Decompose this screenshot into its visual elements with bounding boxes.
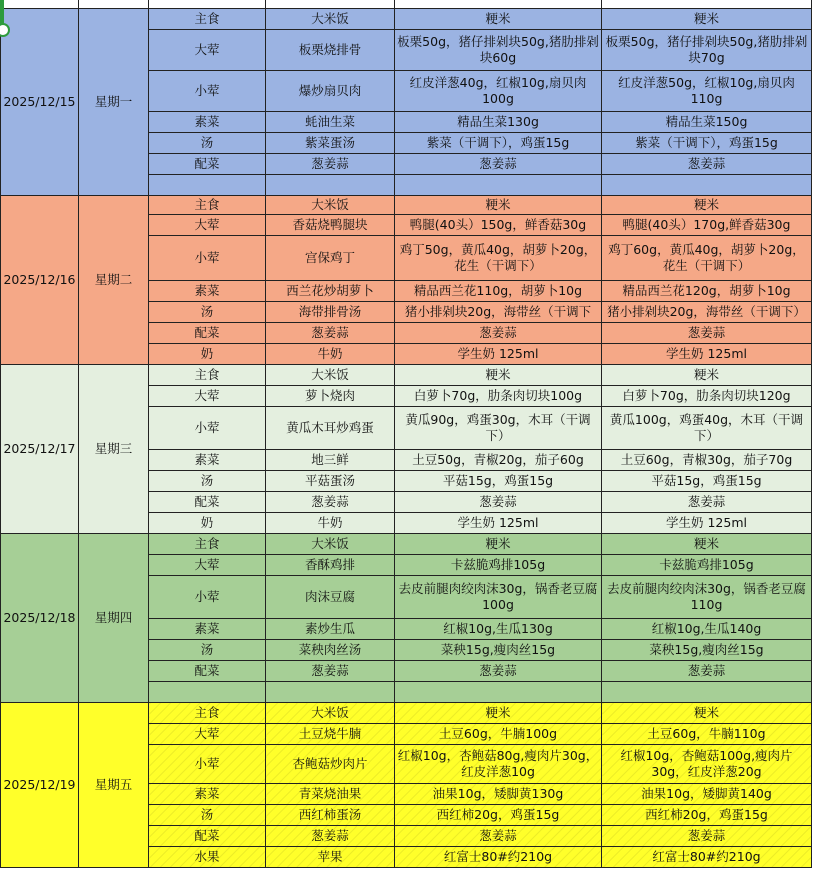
ingredients-cell-b[interactable]: 红皮洋葱50g，红椒10g,扇贝肉110g — [602, 71, 812, 112]
ingredients-cell-a[interactable]: 红富士80#约210g — [395, 847, 602, 868]
header-cell — [395, 0, 602, 9]
header-cell — [602, 0, 812, 9]
ingredients-cell-a[interactable]: 粳米 — [395, 9, 602, 30]
ingredients-cell-a[interactable]: 板栗50g，猪仔排剁块50g,猪肋排剁块60g — [395, 30, 602, 71]
dish-cell[interactable]: 地三鲜 — [266, 450, 395, 471]
category-cell[interactable]: 主食 — [149, 703, 266, 724]
dish-cell[interactable]: 板栗烧排骨 — [266, 30, 395, 71]
date-cell[interactable]: 2025/12/17 — [1, 365, 79, 534]
category-cell[interactable]: 素菜 — [149, 281, 266, 302]
dish-cell[interactable] — [266, 682, 395, 703]
ingredients-cell-a[interactable]: 红皮洋葱40g，红椒10g,扇贝肉100g — [395, 71, 602, 112]
ingredients-cell-b[interactable]: 白萝卜70g，肋条肉切块120g — [602, 386, 812, 407]
weekday-cell[interactable]: 星期四 — [79, 534, 149, 703]
ingredients-cell-b[interactable]: 紫菜（干调下），鸡蛋15g — [602, 133, 812, 154]
ingredients-cell-b[interactable]: 葱姜蒜 — [602, 323, 812, 344]
category-cell[interactable]: 大荤 — [149, 555, 266, 576]
ingredients-cell-b[interactable]: 卡兹脆鸡排105g — [602, 555, 812, 576]
ingredients-cell-a[interactable]: 鸭腿(40头）150g，鲜香菇30g — [395, 215, 602, 236]
category-cell[interactable] — [149, 682, 266, 703]
ingredients-cell-b[interactable]: 学生奶 125ml — [602, 513, 812, 534]
ingredients-cell-a[interactable]: 葱姜蒜 — [395, 492, 602, 513]
ingredients-cell-b[interactable]: 粳米 — [602, 196, 812, 215]
ingredients-cell-b[interactable]: 西红柿20g，鸡蛋15g — [602, 805, 812, 826]
category-cell[interactable]: 小荤 — [149, 745, 266, 784]
category-cell[interactable]: 素菜 — [149, 619, 266, 640]
category-cell[interactable] — [149, 175, 266, 196]
dish-cell[interactable]: 大米饭 — [266, 9, 395, 30]
ingredients-cell-b[interactable]: 黄瓜100g，鸡蛋40g，木耳（干调下） — [602, 407, 812, 450]
header-cell — [79, 0, 149, 9]
dish-cell[interactable]: 肉沫豆腐 — [266, 576, 395, 619]
ingredients-cell-b[interactable]: 土豆60g，青椒30g，茄子70g — [602, 450, 812, 471]
category-cell[interactable]: 大荤 — [149, 215, 266, 236]
dish-cell[interactable]: 西兰花炒胡萝卜 — [266, 281, 395, 302]
ingredients-cell-b[interactable]: 鸭腿(40头）170g,鲜香菇30g — [602, 215, 812, 236]
ingredients-cell-a[interactable]: 去皮前腿肉绞肉沫30g，锅香老豆腐100g — [395, 576, 602, 619]
date-cell[interactable]: 2025/12/15 — [1, 9, 79, 196]
category-cell[interactable]: 配菜 — [149, 826, 266, 847]
menu-row — [1, 534, 812, 555]
category-cell[interactable]: 汤 — [149, 805, 266, 826]
ingredients-cell-b[interactable]: 去皮前腿肉绞肉沫30g，锅香老豆腐110g — [602, 576, 812, 619]
ingredients-cell-b[interactable]: 鸡丁60g，黄瓜40g，胡萝卜20g，花生（干调下） — [602, 236, 812, 281]
category-cell[interactable]: 汤 — [149, 640, 266, 661]
ingredients-cell-b[interactable]: 粳米 — [602, 365, 812, 386]
category-cell[interactable]: 主食 — [149, 534, 266, 555]
ingredients-cell-b[interactable]: 板栗50g，猪仔排剁块50g,猪肋排剁块70g — [602, 30, 812, 71]
category-cell[interactable]: 汤 — [149, 133, 266, 154]
dish-cell[interactable]: 青菜烧油果 — [266, 784, 395, 805]
ingredients-cell-a[interactable]: 粳米 — [395, 534, 602, 555]
weekday-cell[interactable]: 星期三 — [79, 365, 149, 534]
ingredients-cell-a[interactable]: 葱姜蒜 — [395, 661, 602, 682]
ingredients-cell-b[interactable]: 平菇15g，鸡蛋15g — [602, 471, 812, 492]
ingredients-cell-b[interactable]: 葱姜蒜 — [602, 154, 812, 175]
category-cell[interactable]: 大荤 — [149, 386, 266, 407]
ingredients-cell-a[interactable]: 粳米 — [395, 196, 602, 215]
ingredients-cell-b[interactable]: 猪小排剁块20g，海带丝（干调下） — [602, 302, 812, 323]
ingredients-cell-b[interactable]: 精品生菜150g — [602, 112, 812, 133]
dish-cell[interactable]: 萝卜烧肉 — [266, 386, 395, 407]
ingredients-cell-b[interactable]: 油果10g，矮脚黄140g — [602, 784, 812, 805]
ingredients-cell-a[interactable]: 葱姜蒜 — [395, 826, 602, 847]
category-cell[interactable]: 配菜 — [149, 323, 266, 344]
dish-cell[interactable]: 宫保鸡丁 — [266, 236, 395, 281]
ingredients-cell-a[interactable]: 紫菜（干调下），鸡蛋15g — [395, 133, 602, 154]
dish-cell[interactable]: 苹果 — [266, 847, 395, 868]
dish-cell[interactable]: 平菇蛋汤 — [266, 471, 395, 492]
category-cell[interactable]: 配菜 — [149, 661, 266, 682]
dish-cell[interactable]: 葱姜蒜 — [266, 661, 395, 682]
dish-cell[interactable]: 葱姜蒜 — [266, 826, 395, 847]
dish-cell[interactable]: 大米饭 — [266, 365, 395, 386]
ingredients-cell-a[interactable]: 平菇15g，鸡蛋15g — [395, 471, 602, 492]
dish-cell[interactable]: 素炒生瓜 — [266, 619, 395, 640]
dish-cell[interactable]: 牛奶 — [266, 513, 395, 534]
ingredients-cell-a[interactable]: 卡兹脆鸡排105g — [395, 555, 602, 576]
ingredients-cell-b[interactable]: 红椒10g，杏鲍菇100g,瘦肉片30g，红皮洋葱20g — [602, 745, 812, 784]
ingredients-cell-a[interactable]: 精品西兰花110g，胡萝卜10g — [395, 281, 602, 302]
ingredients-cell-a[interactable]: 油果10g，矮脚黄130g — [395, 784, 602, 805]
dish-cell[interactable]: 土豆烧牛腩 — [266, 724, 395, 745]
ingredients-cell-b[interactable]: 葱姜蒜 — [602, 826, 812, 847]
ingredients-cell-b[interactable]: 粳米 — [602, 9, 812, 30]
dish-cell[interactable]: 爆炒扇贝肉 — [266, 71, 395, 112]
header-cell — [149, 0, 266, 9]
category-cell[interactable]: 汤 — [149, 471, 266, 492]
ingredients-cell-a[interactable]: 红椒10g,生瓜130g — [395, 619, 602, 640]
ingredients-cell-b[interactable]: 粳米 — [602, 534, 812, 555]
dish-cell[interactable]: 香酥鸡排 — [266, 555, 395, 576]
ingredients-cell-a[interactable]: 葱姜蒜 — [395, 323, 602, 344]
category-cell[interactable]: 素菜 — [149, 784, 266, 805]
ingredients-cell-b[interactable]: 菜秧15g,瘦肉丝15g — [602, 640, 812, 661]
weekday-cell[interactable]: 星期一 — [79, 9, 149, 196]
ingredients-cell-a[interactable]: 葱姜蒜 — [395, 154, 602, 175]
category-cell[interactable]: 小荤 — [149, 576, 266, 619]
dish-cell[interactable]: 西红柿蛋汤 — [266, 805, 395, 826]
category-cell[interactable]: 大荤 — [149, 724, 266, 745]
dish-cell[interactable] — [266, 175, 395, 196]
dish-cell[interactable]: 葱姜蒜 — [266, 323, 395, 344]
ingredients-cell-a[interactable] — [395, 175, 602, 196]
ingredients-cell-a[interactable]: 红椒10g，杏鲍菇80g,瘦肉片30g，红皮洋葱10g — [395, 745, 602, 784]
menu-row — [1, 365, 812, 386]
menu-row — [1, 703, 812, 724]
ingredients-cell-b[interactable]: 红富士80#约210g — [602, 847, 812, 868]
category-cell[interactable]: 大荤 — [149, 30, 266, 71]
ingredients-cell-b[interactable]: 葱姜蒜 — [602, 492, 812, 513]
category-cell[interactable]: 小荤 — [149, 236, 266, 281]
category-cell[interactable]: 小荤 — [149, 407, 266, 450]
weekday-cell[interactable]: 星期五 — [79, 703, 149, 868]
ingredients-cell-a[interactable]: 粳米 — [395, 365, 602, 386]
ingredients-cell-a[interactable]: 猪小排剁块20g，海带丝（干调下 — [395, 302, 602, 323]
ingredients-cell-a[interactable]: 鸡丁50g，黄瓜40g，胡萝卜20g，花生（干调下） — [395, 236, 602, 281]
header-row — [1, 0, 812, 9]
ingredients-cell-a[interactable]: 粳米 — [395, 703, 602, 724]
date-cell[interactable]: 2025/12/18 — [1, 534, 79, 703]
category-cell[interactable]: 配菜 — [149, 492, 266, 513]
date-cell[interactable]: 2025/12/16 — [1, 196, 79, 365]
dish-cell[interactable]: 蚝油生菜 — [266, 112, 395, 133]
ingredients-cell-b[interactable] — [602, 175, 812, 196]
category-cell[interactable]: 奶 — [149, 344, 266, 365]
header-cell — [1, 0, 79, 9]
category-cell[interactable]: 素菜 — [149, 112, 266, 133]
ingredients-cell-a[interactable]: 西红柿20g，鸡蛋15g — [395, 805, 602, 826]
dish-cell[interactable]: 大米饭 — [266, 534, 395, 555]
ingredients-cell-a[interactable]: 土豆50g，青椒20g，茄子60g — [395, 450, 602, 471]
category-cell[interactable]: 主食 — [149, 9, 266, 30]
ingredients-cell-b[interactable]: 红椒10g,生瓜140g — [602, 619, 812, 640]
category-cell[interactable]: 素菜 — [149, 450, 266, 471]
dish-cell[interactable]: 葱姜蒜 — [266, 154, 395, 175]
weekday-cell[interactable]: 星期二 — [79, 196, 149, 365]
dish-cell[interactable]: 大米饭 — [266, 196, 395, 215]
menu-row — [1, 196, 812, 215]
category-cell[interactable]: 主食 — [149, 365, 266, 386]
header-cell — [266, 0, 395, 9]
ingredients-cell-b[interactable] — [602, 682, 812, 703]
dish-cell[interactable]: 海带排骨汤 — [266, 302, 395, 323]
ingredients-cell-b[interactable]: 土豆60g，牛腩110g — [602, 724, 812, 745]
dish-cell[interactable]: 牛奶 — [266, 344, 395, 365]
ingredients-cell-a[interactable]: 学生奶 125ml — [395, 344, 602, 365]
dish-cell[interactable]: 大米饭 — [266, 703, 395, 724]
ingredients-cell-b[interactable]: 葱姜蒜 — [602, 661, 812, 682]
dish-cell[interactable]: 紫菜蛋汤 — [266, 133, 395, 154]
ingredients-cell-b[interactable]: 精品西兰花120g，胡萝卜10g — [602, 281, 812, 302]
category-cell[interactable]: 汤 — [149, 302, 266, 323]
ingredients-cell-b[interactable]: 学生奶 125ml — [602, 344, 812, 365]
dish-cell[interactable]: 黄瓜木耳炒鸡蛋 — [266, 407, 395, 450]
category-cell[interactable]: 水果 — [149, 847, 266, 868]
ingredients-cell-a[interactable]: 精品生菜130g — [395, 112, 602, 133]
dish-cell[interactable]: 菜秧肉丝汤 — [266, 640, 395, 661]
dish-cell[interactable]: 杏鲍菇炒肉片 — [266, 745, 395, 784]
ingredients-cell-a[interactable] — [395, 682, 602, 703]
category-cell[interactable]: 主食 — [149, 196, 266, 215]
category-cell[interactable]: 奶 — [149, 513, 266, 534]
ingredients-cell-a[interactable]: 土豆60g，牛腩100g — [395, 724, 602, 745]
category-cell[interactable]: 配菜 — [149, 154, 266, 175]
ingredients-cell-b[interactable]: 粳米 — [602, 703, 812, 724]
date-cell[interactable]: 2025/12/19 — [1, 703, 79, 868]
ingredients-cell-a[interactable]: 菜秧15g,瘦肉丝15g — [395, 640, 602, 661]
menu-row — [1, 9, 812, 30]
ingredients-cell-a[interactable]: 白萝卜70g，肋条肉切块100g — [395, 386, 602, 407]
ingredients-cell-a[interactable]: 学生奶 125ml — [395, 513, 602, 534]
dish-cell[interactable]: 香菇烧鸭腿块 — [266, 215, 395, 236]
ingredients-cell-a[interactable]: 黄瓜90g，鸡蛋30g，木耳（干调下） — [395, 407, 602, 450]
category-cell[interactable]: 小荤 — [149, 71, 266, 112]
dish-cell[interactable]: 葱姜蒜 — [266, 492, 395, 513]
